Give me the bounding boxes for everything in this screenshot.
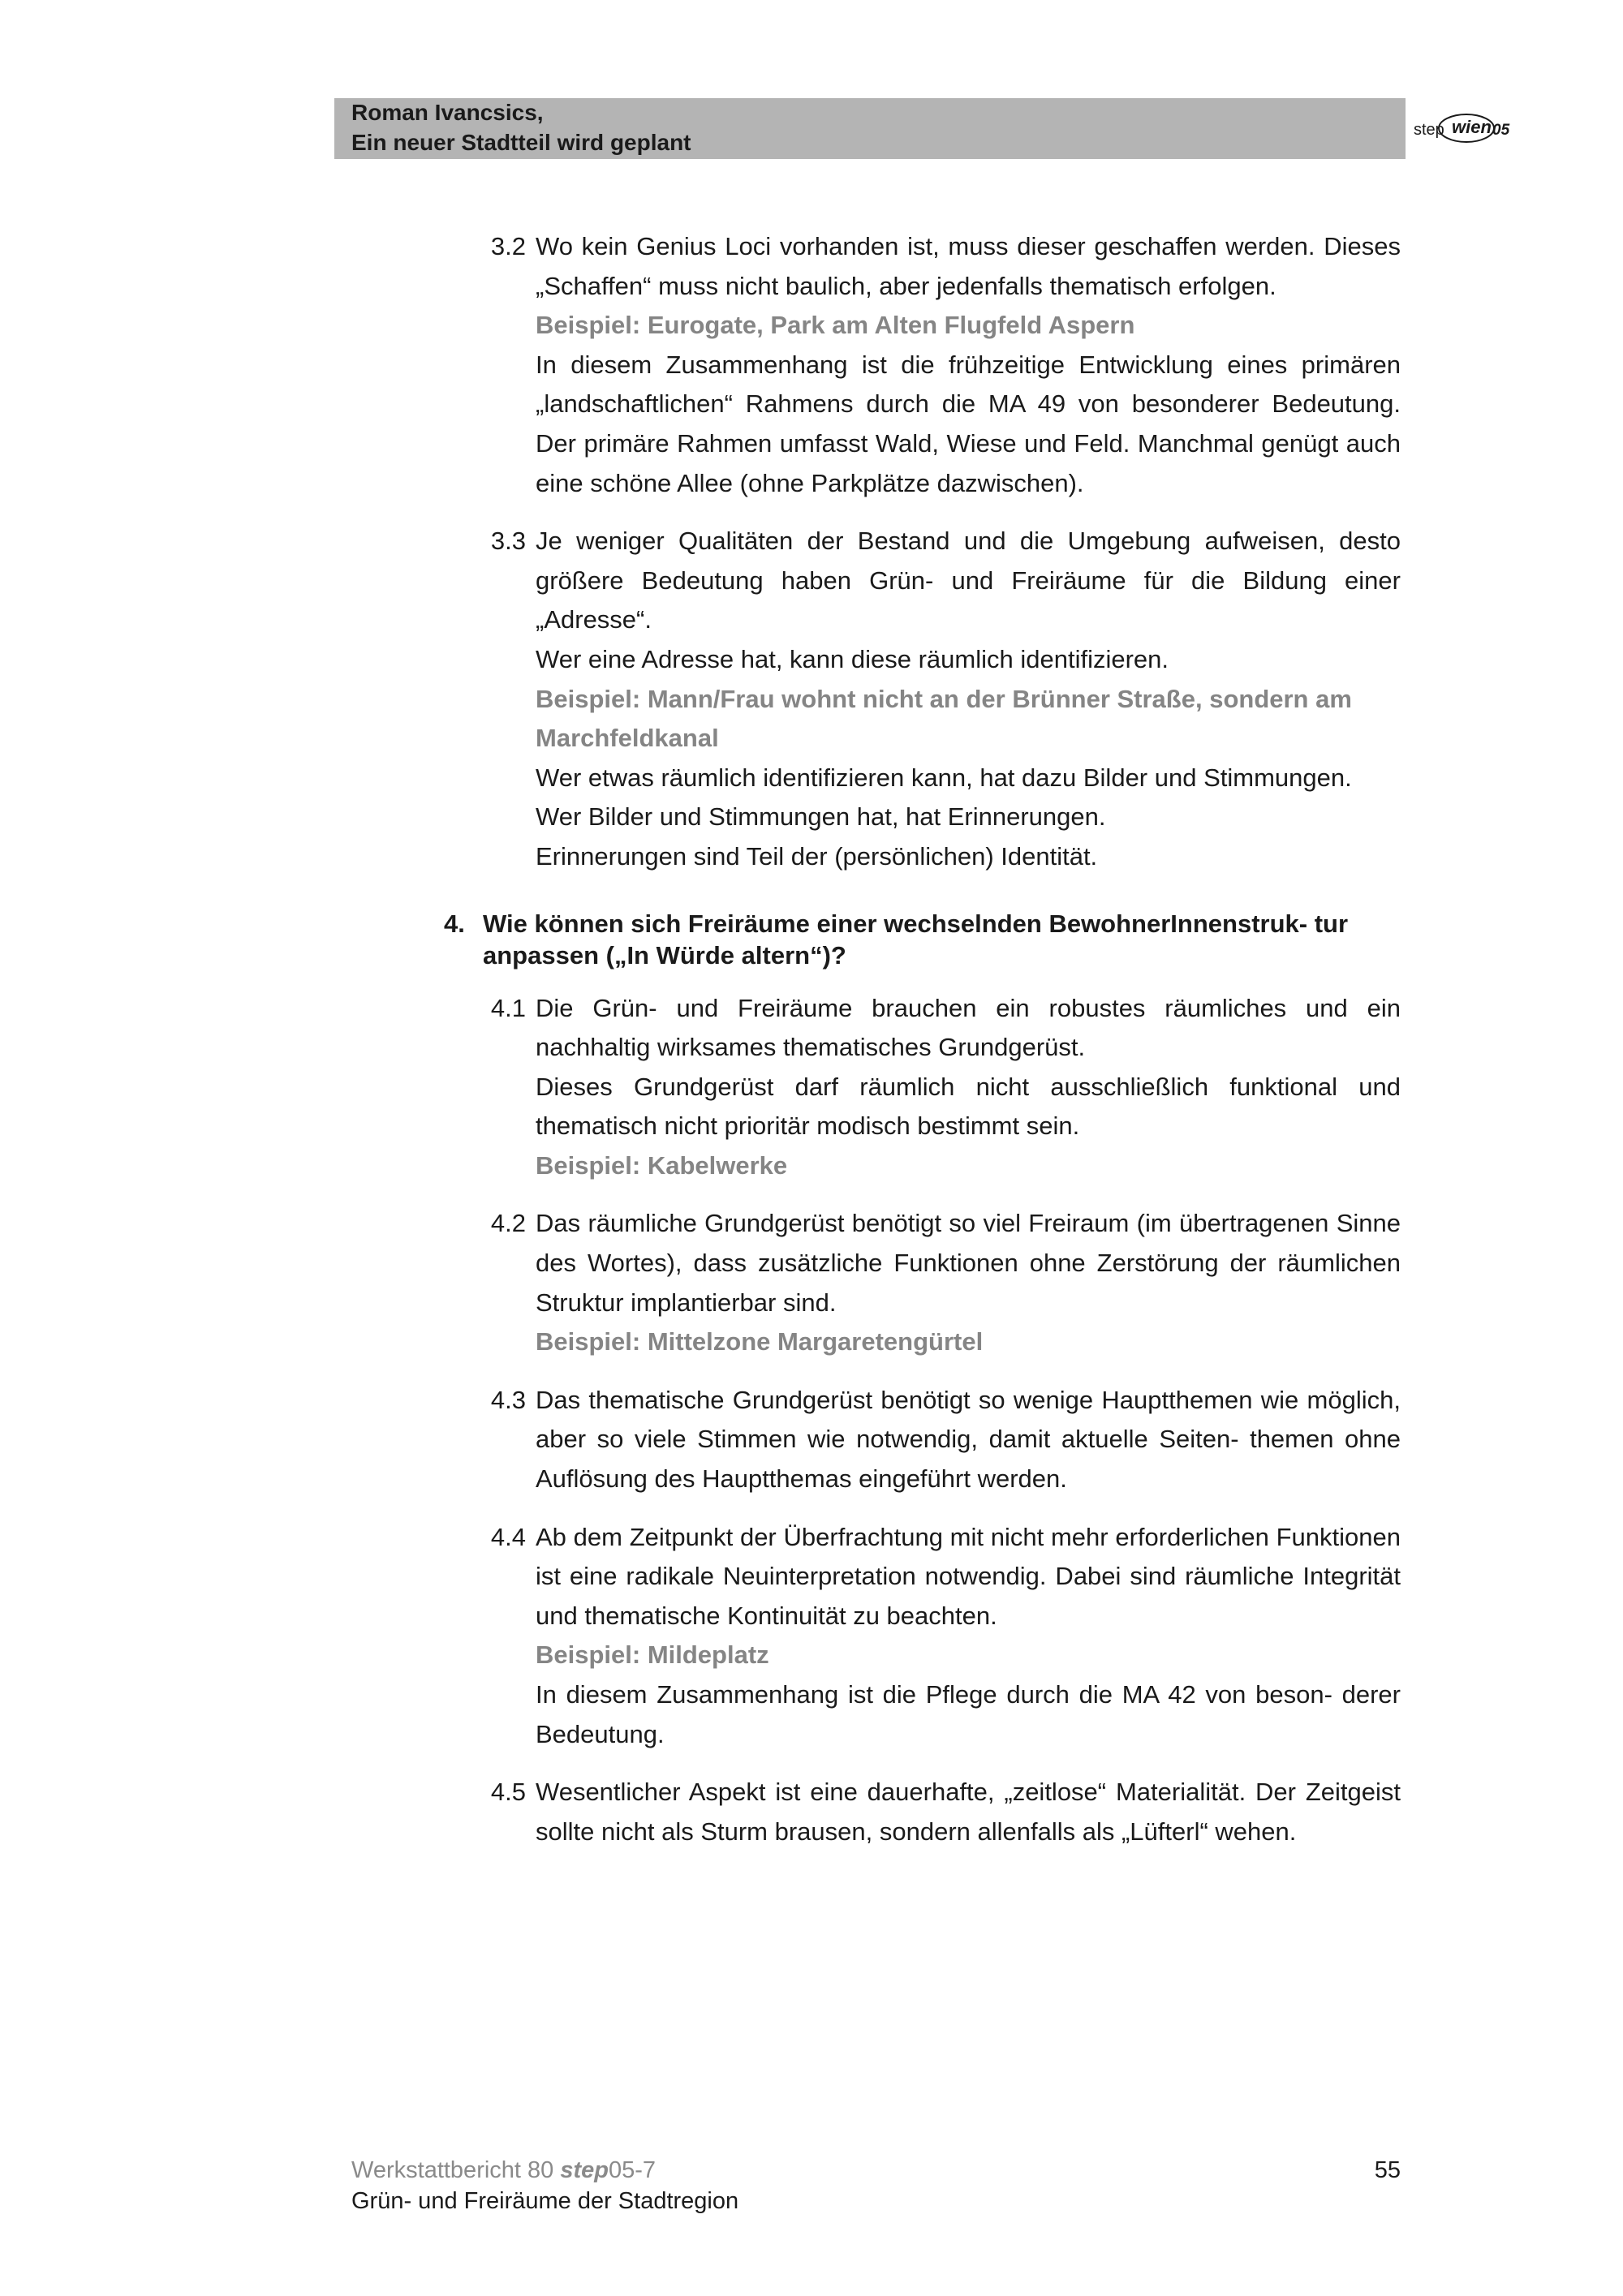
paragraph: Wesentlicher Aspekt ist eine dauerhafte, „zeitlose“ Materialität. Der Zeitgeist sollte nicht als Sturm brausen, sondern allenfalls als „Lüfterl“ wehen. [536, 1778, 1401, 1846]
item-body [536, 1381, 1401, 1499]
footer-series: Werkstattbericht 80 [351, 2157, 554, 2183]
header-title: Ein neuer Stadtteil wird geplant [351, 130, 691, 155]
example-line: Beispiel: Mann/Frau wohnt nicht an der Brünner Straße, sondern am Marchfeldkanal [536, 684, 1352, 753]
item-number: 4.4 [490, 1522, 526, 1551]
list-item [449, 1518, 1401, 1755]
paragraph: Ab dem Zeitpunkt der Überfrachtung mit nicht mehr erforderlichen Funktionen ist eine radikale Neuinterpretation notwendig. Dabei sind räumliche Integrität und thematische Kontinuität zu beachten. [536, 1522, 1401, 1630]
example-line: Beispiel: Kabelwerke [536, 1150, 788, 1180]
paragraph: In diesem Zusammenhang ist die frühzeitige Entwicklung eines primären „landschaftlichen“ Rahmens durch die MA 49 von besonderer Bedeutung. Der primäre Rahmen umfasst Wald, Wiese und Feld. Manchmal genügt auch eine schöne Allee (ohne Parkplätze dazwischen). [536, 350, 1401, 497]
footer-subtitle: Grün- und Freiräume der Stadtregion [351, 2188, 739, 2214]
section-title: Wie können sich Freiräume einer wechselnden BewohnerInnenstruk- tur anpassen („In Würde altern“)? [483, 909, 1349, 970]
list-item [449, 1773, 1401, 1851]
item-body [536, 1204, 1401, 1361]
item-number: 3.3 [490, 527, 526, 556]
footer-code: 05-7 [609, 2157, 657, 2183]
list-item [449, 227, 1401, 503]
page-number: 55 [1374, 2157, 1401, 2183]
footer-series-line [351, 2155, 738, 2186]
items-section-3 [449, 227, 1401, 877]
item-body [536, 522, 1401, 876]
paragraph: Je weniger Qualitäten der Bestand und die Umgebung aufweisen, desto größere Bedeutung haben Grün- und Freiräume für die Bildung einer „Adresse“. [536, 527, 1401, 634]
paragraph: Die Grün- und Freiräume brauchen ein robustes räumliches und ein nachhaltig wirksames thematisches Grundgerüst. [536, 993, 1401, 1062]
item-body [536, 227, 1401, 503]
running-header [351, 97, 691, 157]
stepwien-logo [1406, 98, 1522, 159]
example-line: Beispiel: Mittelzone Margaretengürtel [536, 1327, 984, 1357]
item-number: 3.2 [490, 232, 526, 260]
list-item [449, 1204, 1401, 1361]
example-line: Beispiel: Mildeplatz [536, 1640, 769, 1670]
paragraph: Das thematische Grundgerüst benötigt so wenige Hauptthemen wie möglich, aber so viele Stimmen wie notwendig, damit aktuelle Seiten- themen ohne Auflösung des Hauptthemas eingeführt werden. [536, 1385, 1401, 1494]
item-body [536, 989, 1401, 1186]
example-line: Beispiel: Eurogate, Park am Alten Flugfeld Aspern [536, 311, 1135, 340]
paragraph: Das räumliche Grundgerüst benötigt so viel Freiraum (im übertragenen Sinne des Wortes), dass zusätzliche Funktionen ohne Zerstörung der räumlichen Struktur implantierbar sind. [536, 1209, 1401, 1317]
paragraph: Erinnerungen sind Teil der (persönlichen) Identität. [536, 841, 1098, 871]
stepwien-logo-icon [1406, 98, 1522, 159]
item-number: 4.1 [490, 993, 526, 1022]
item-body [536, 1518, 1401, 1755]
item-number: 4.2 [490, 1209, 526, 1238]
paragraph: Wer etwas räumlich identifizieren kann, hat dazu Bilder und Stimmungen. [536, 763, 1352, 792]
paragraph: Wer Bilder und Stimmungen hat, hat Erinnerungen. [536, 802, 1106, 832]
items-section-4 [449, 989, 1401, 1852]
item-number: 4.3 [490, 1385, 526, 1414]
list-item [449, 522, 1401, 876]
svg-text:wien: wien [1452, 117, 1492, 137]
paragraph: In diesem Zusammenhang ist die Pflege durch die MA 42 von beson- derer Bedeutung. [536, 1680, 1401, 1748]
paragraph: Dieses Grundgerüst darf räumlich nicht ausschließlich funktional und thematisch nicht prioritär modisch bestimmt sein. [536, 1072, 1401, 1141]
list-item [449, 989, 1401, 1186]
list-item [449, 1381, 1401, 1499]
svg-text:step: step [1414, 121, 1444, 139]
section-heading-4 [444, 908, 1396, 971]
main-content [444, 227, 1401, 1870]
paragraph: Wo kein Genius Loci vorhanden ist, muss dieser geschaffen werden. Dieses „Schaffen“ muss nicht baulich, aber jedenfalls thematisch erfolgen. [536, 232, 1401, 300]
paragraph: Wer eine Adresse hat, kann diese räumlich identifizieren. [536, 644, 1169, 673]
svg-text:05: 05 [1492, 122, 1510, 139]
section-number: 4. [444, 909, 465, 938]
header-author: Roman Ivancsics, [351, 100, 544, 125]
footer [351, 2155, 738, 2216]
item-number: 4.5 [490, 1778, 526, 1807]
footer-step: step [560, 2157, 609, 2183]
item-body [536, 1773, 1401, 1851]
